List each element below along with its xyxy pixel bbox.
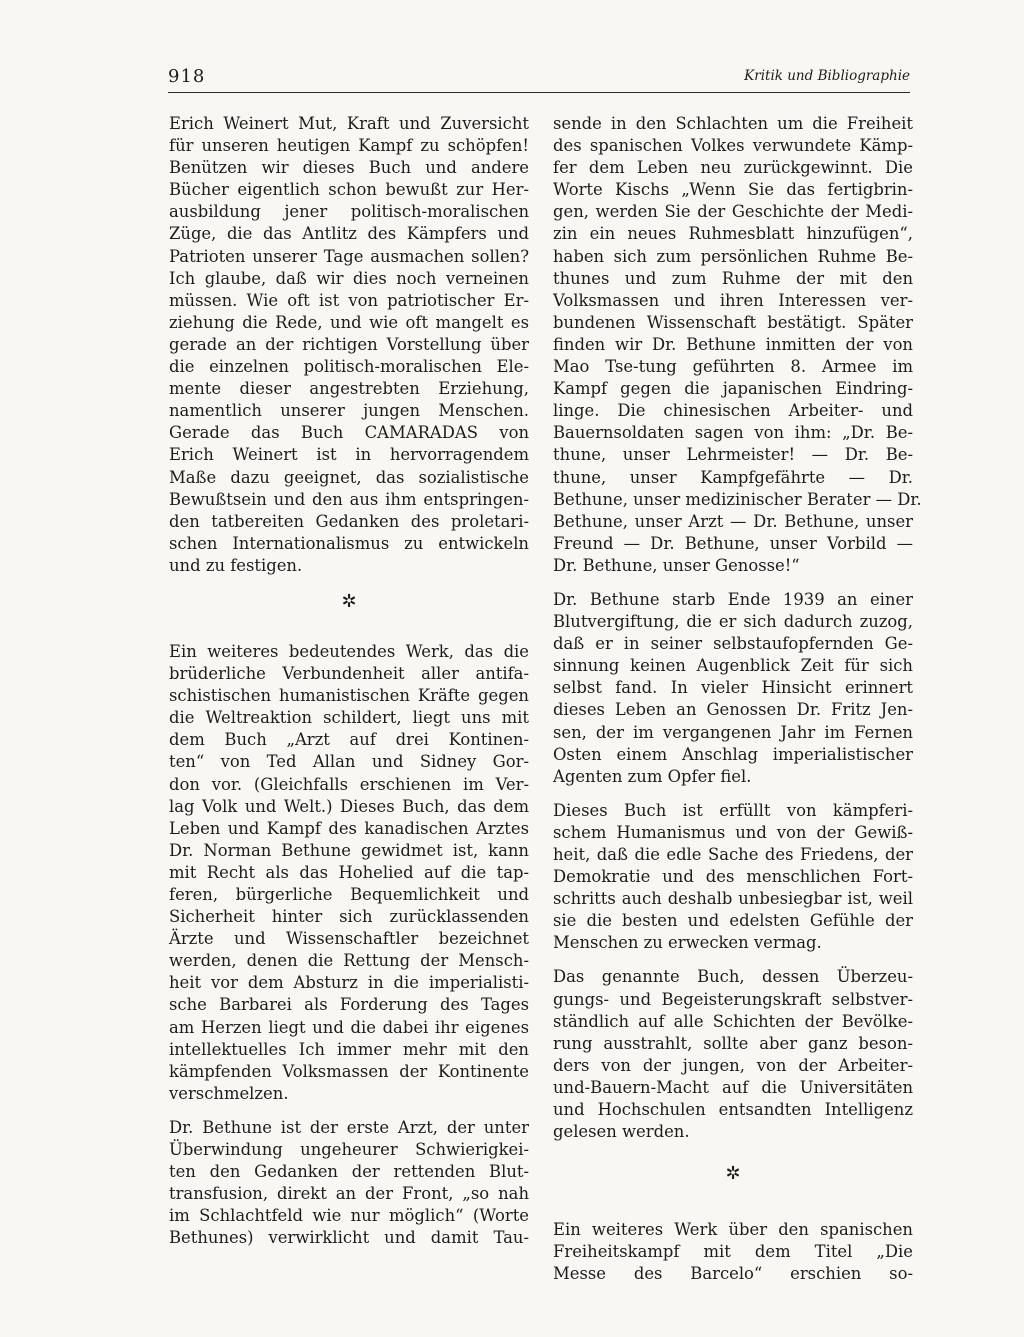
text-line: sche Barbarei als Forderung des Tages [169, 995, 529, 1015]
text-line: transfusion, direkt an der Front, „so nah [169, 1184, 529, 1204]
text-line: am Herzen liegt und die dabei ihr eigenes [169, 1017, 529, 1037]
section-separator: ✲ [341, 590, 357, 612]
text-line: daß er in seiner selbstaufopfernden Ge- [553, 634, 913, 654]
text-line: Dr. Bethune ist der erste Arzt, der unter [169, 1117, 529, 1137]
text-line: schem Humanismus und von der Gewiß- [553, 822, 913, 842]
text-line: don vor. (Gleichfalls erschienen im Ver- [169, 774, 529, 794]
text-line: thune, unser Kampfgefährte — Dr. [553, 467, 913, 487]
text-line: Bethune, unser Arzt — Dr. Bethune, unser [553, 511, 913, 531]
text-line: sende in den Schlachten um die Freiheit [553, 114, 913, 133]
text-line: Maße dazu geeignet, das sozialistische [169, 467, 529, 487]
text-line: Ich glaube, daß wir dies noch verneinen [169, 268, 529, 288]
text-line: selbst fand. In vieler Hinsicht erinnert [553, 678, 913, 698]
text-line: linge. Die chinesischen Arbeiter- und [553, 401, 913, 421]
paragraph [169, 113, 529, 577]
text-line: Bewußtsein und den aus ihm entspringen- [169, 489, 529, 509]
text-line: sie die besten und edelsten Gefühle der [553, 911, 913, 931]
running-title: Kritik und Bibliographie [744, 68, 910, 84]
text-line: müssen. Wie oft ist von patriotischer Er- [169, 290, 529, 310]
text-line: haben sich zum persönlichen Ruhme Be- [553, 246, 913, 266]
text-line: schistischen humanistischen Kräfte gegen [169, 686, 529, 706]
text-line: Ein weiteres bedeutendes Werk, das die [169, 641, 529, 661]
paragraph [553, 800, 913, 955]
text-line: Züge, die das Antlitz des Kämpfers und [169, 224, 529, 244]
text-line: Bethunes) verwirklicht und damit Tau- [169, 1228, 529, 1248]
text-line: des spanischen Volkes verwundete Kämp- [553, 136, 913, 156]
text-line: den tatbereiten Gedanken des proletari- [169, 511, 529, 531]
text-line: Patrioten unserer Tage ausmachen sollen? [169, 246, 529, 266]
text-line: Dr. Bethune, unser Genosse!“ [553, 555, 800, 575]
text-line: Kampf gegen die japanischen Eindring- [553, 379, 913, 399]
paragraph [169, 641, 529, 1105]
text-line: dem Buch „Arzt auf drei Kontinen- [169, 730, 529, 750]
text-line: Erich Weinert Mut, Kraft und Zuversicht [169, 114, 529, 133]
text-line: finden wir Dr. Bethune inmitten der von [553, 334, 913, 354]
text-line: schritts auch deshalb unbesiegbar ist, weil [553, 889, 913, 909]
text-line: Bethune, unser medizinischer Berater — Dr. [553, 489, 922, 509]
text-line: gerade an der richtigen Vorstellung über [169, 334, 529, 354]
text-line: Agenten zum Opfer fiel. [553, 766, 752, 786]
section-separator: ✲ [725, 1163, 741, 1185]
paragraph [169, 1117, 529, 1250]
text-line: Mao Tse-tung geführten 8. Armee im [553, 357, 913, 377]
text-line: Erich Weinert ist in hervorragendem [169, 445, 529, 465]
text-line: Ärzte und Wissenschaftler bezeichnet [169, 929, 529, 949]
text-line: Worte Kischs „Wenn Sie das fertigbrin- [553, 180, 913, 200]
text-line: schen Internationalismus zu entwickeln [169, 533, 529, 553]
text-line: mit Recht als das Hohelied auf die tap- [169, 862, 529, 882]
text-line: ten den Gedanken der rettenden Blut- [169, 1162, 529, 1182]
text-line: die einzelnen politisch-moralischen Ele- [169, 357, 529, 377]
text-line: Dieses Buch ist erfüllt von kämpferi- [553, 800, 913, 820]
text-line: kämpfenden Volksmassen der Kontinente [169, 1061, 529, 1081]
page-number: 918 [168, 66, 206, 87]
text-line: mente dieser angestrebten Erziehung, [169, 379, 529, 399]
paragraph [553, 589, 913, 788]
text-line: Ein weiteres Werk über den spanischen [553, 1220, 913, 1240]
text-line: heit vor dem Absturz in die imperialisti- [169, 973, 529, 993]
text-line: und Hochschulen entsandten Intelligenz [553, 1100, 913, 1120]
text-line: ausbildung jener politisch-moralischen [169, 202, 529, 222]
text-line: Überwindung ungeheurer Schwierigkei- [169, 1140, 529, 1160]
text-line: ders von der jungen, von der Arbeiter- [553, 1055, 913, 1075]
text-line: thune, unser Lehrmeister! — Dr. Be- [553, 445, 913, 465]
text-line: zin ein neues Ruhmesblatt hinzufügen“, [553, 224, 913, 244]
text-line: Demokratie und des menschlichen Fort- [553, 867, 913, 887]
text-line: Menschen zu erwecken vermag. [553, 933, 822, 953]
text-line: im Schlachtfeld wie nur möglich“ (Worte [169, 1206, 529, 1226]
text-line: ständlich auf alle Schichten der Bevölke- [553, 1011, 913, 1031]
paragraph [553, 966, 913, 1143]
text-line: bundenen Wissenschaft bestätigt. Später [553, 312, 913, 332]
text-line: Leben und Kampf des kanadischen Arztes [169, 818, 529, 838]
text-line: heit, daß die edle Sache des Friedens, der [553, 845, 913, 864]
text-line: Benützen wir dieses Buch und andere [169, 158, 529, 178]
text-line: dieses Leben an Genossen Dr. Fritz Jen- [553, 700, 913, 720]
left-column [169, 113, 529, 1250]
text-line: Freund — Dr. Bethune, unser Vorbild — [553, 533, 913, 553]
text-line: ziehung die Rede, und wie oft mangelt es [169, 312, 529, 332]
text-line: und zu festigen. [169, 555, 303, 575]
text-line: Bauernsoldaten sagen von ihm: „Dr. Be- [553, 423, 913, 443]
text-line: verschmelzen. [169, 1083, 289, 1103]
text-line: gungs- und Begeisterungskraft selbstver- [553, 989, 913, 1009]
right-column [553, 113, 922, 1286]
text-line: intellektuelles Ich immer mehr mit den [169, 1039, 529, 1059]
text-line: Freiheitskampf mit dem Titel „Die [553, 1242, 913, 1262]
text-line: und-Bauern-Macht auf die Universitäten [553, 1077, 913, 1097]
text-line: brüderliche Verbundenheit aller antifa- [169, 664, 529, 684]
text-line: Gerade das Buch CAMARADAS von [169, 423, 529, 443]
text-line: Sicherheit hinter sich zurücklassenden [169, 907, 529, 927]
text-line: sen, der im vergangenen Jahr im Fernen [553, 722, 913, 742]
text-line: die Weltreaktion schildert, liegt uns mit [169, 708, 529, 728]
text-line: thunes und zum Ruhme der mit den [553, 268, 913, 288]
text-line: Blutvergiftung, die er sich dadurch zuzog, [553, 612, 913, 632]
running-header [168, 66, 910, 93]
text-line: Dr. Norman Bethune gewidmet ist, kann [169, 840, 529, 860]
text-line: Bücher eigentlich schon bewußt zur Her- [169, 180, 529, 200]
text-line: gelesen werden. [553, 1122, 690, 1142]
text-line: gen, werden Sie der Geschichte der Medi- [553, 202, 913, 222]
text-line: Dr. Bethune starb Ende 1939 an einer [553, 589, 913, 609]
text-line: ten“ von Ted Allan und Sidney Gor- [169, 752, 529, 772]
text-line: feren, bürgerliche Bequemlichkeit und [169, 885, 529, 904]
paragraph [553, 1219, 913, 1285]
text-line: Messe des Barcelo“ erschien so- [553, 1264, 913, 1284]
text-line: fer dem Leben neu zurückgewinnt. Die [553, 158, 913, 178]
text-line: werden, denen die Rettung der Mensch- [169, 951, 529, 971]
text-line: sinnung keinen Augenblick Zeit für sich [553, 656, 913, 676]
text-line: Volksmassen und ihren Interessen ver- [553, 290, 913, 310]
text-line: Osten einem Anschlag imperialistischer [553, 744, 913, 764]
text-line: für unseren heutigen Kampf zu schöpfen! [169, 136, 529, 156]
text-line: rung ausstrahlt, sollte aber ganz beson- [553, 1033, 913, 1053]
paragraph [553, 113, 922, 577]
text-line: Das genannte Buch, dessen Überzeu- [553, 967, 913, 987]
text-line: namentlich unserer jungen Menschen. [169, 401, 529, 421]
text-line: lag Volk und Welt.) Dieses Buch, das dem [169, 796, 529, 816]
